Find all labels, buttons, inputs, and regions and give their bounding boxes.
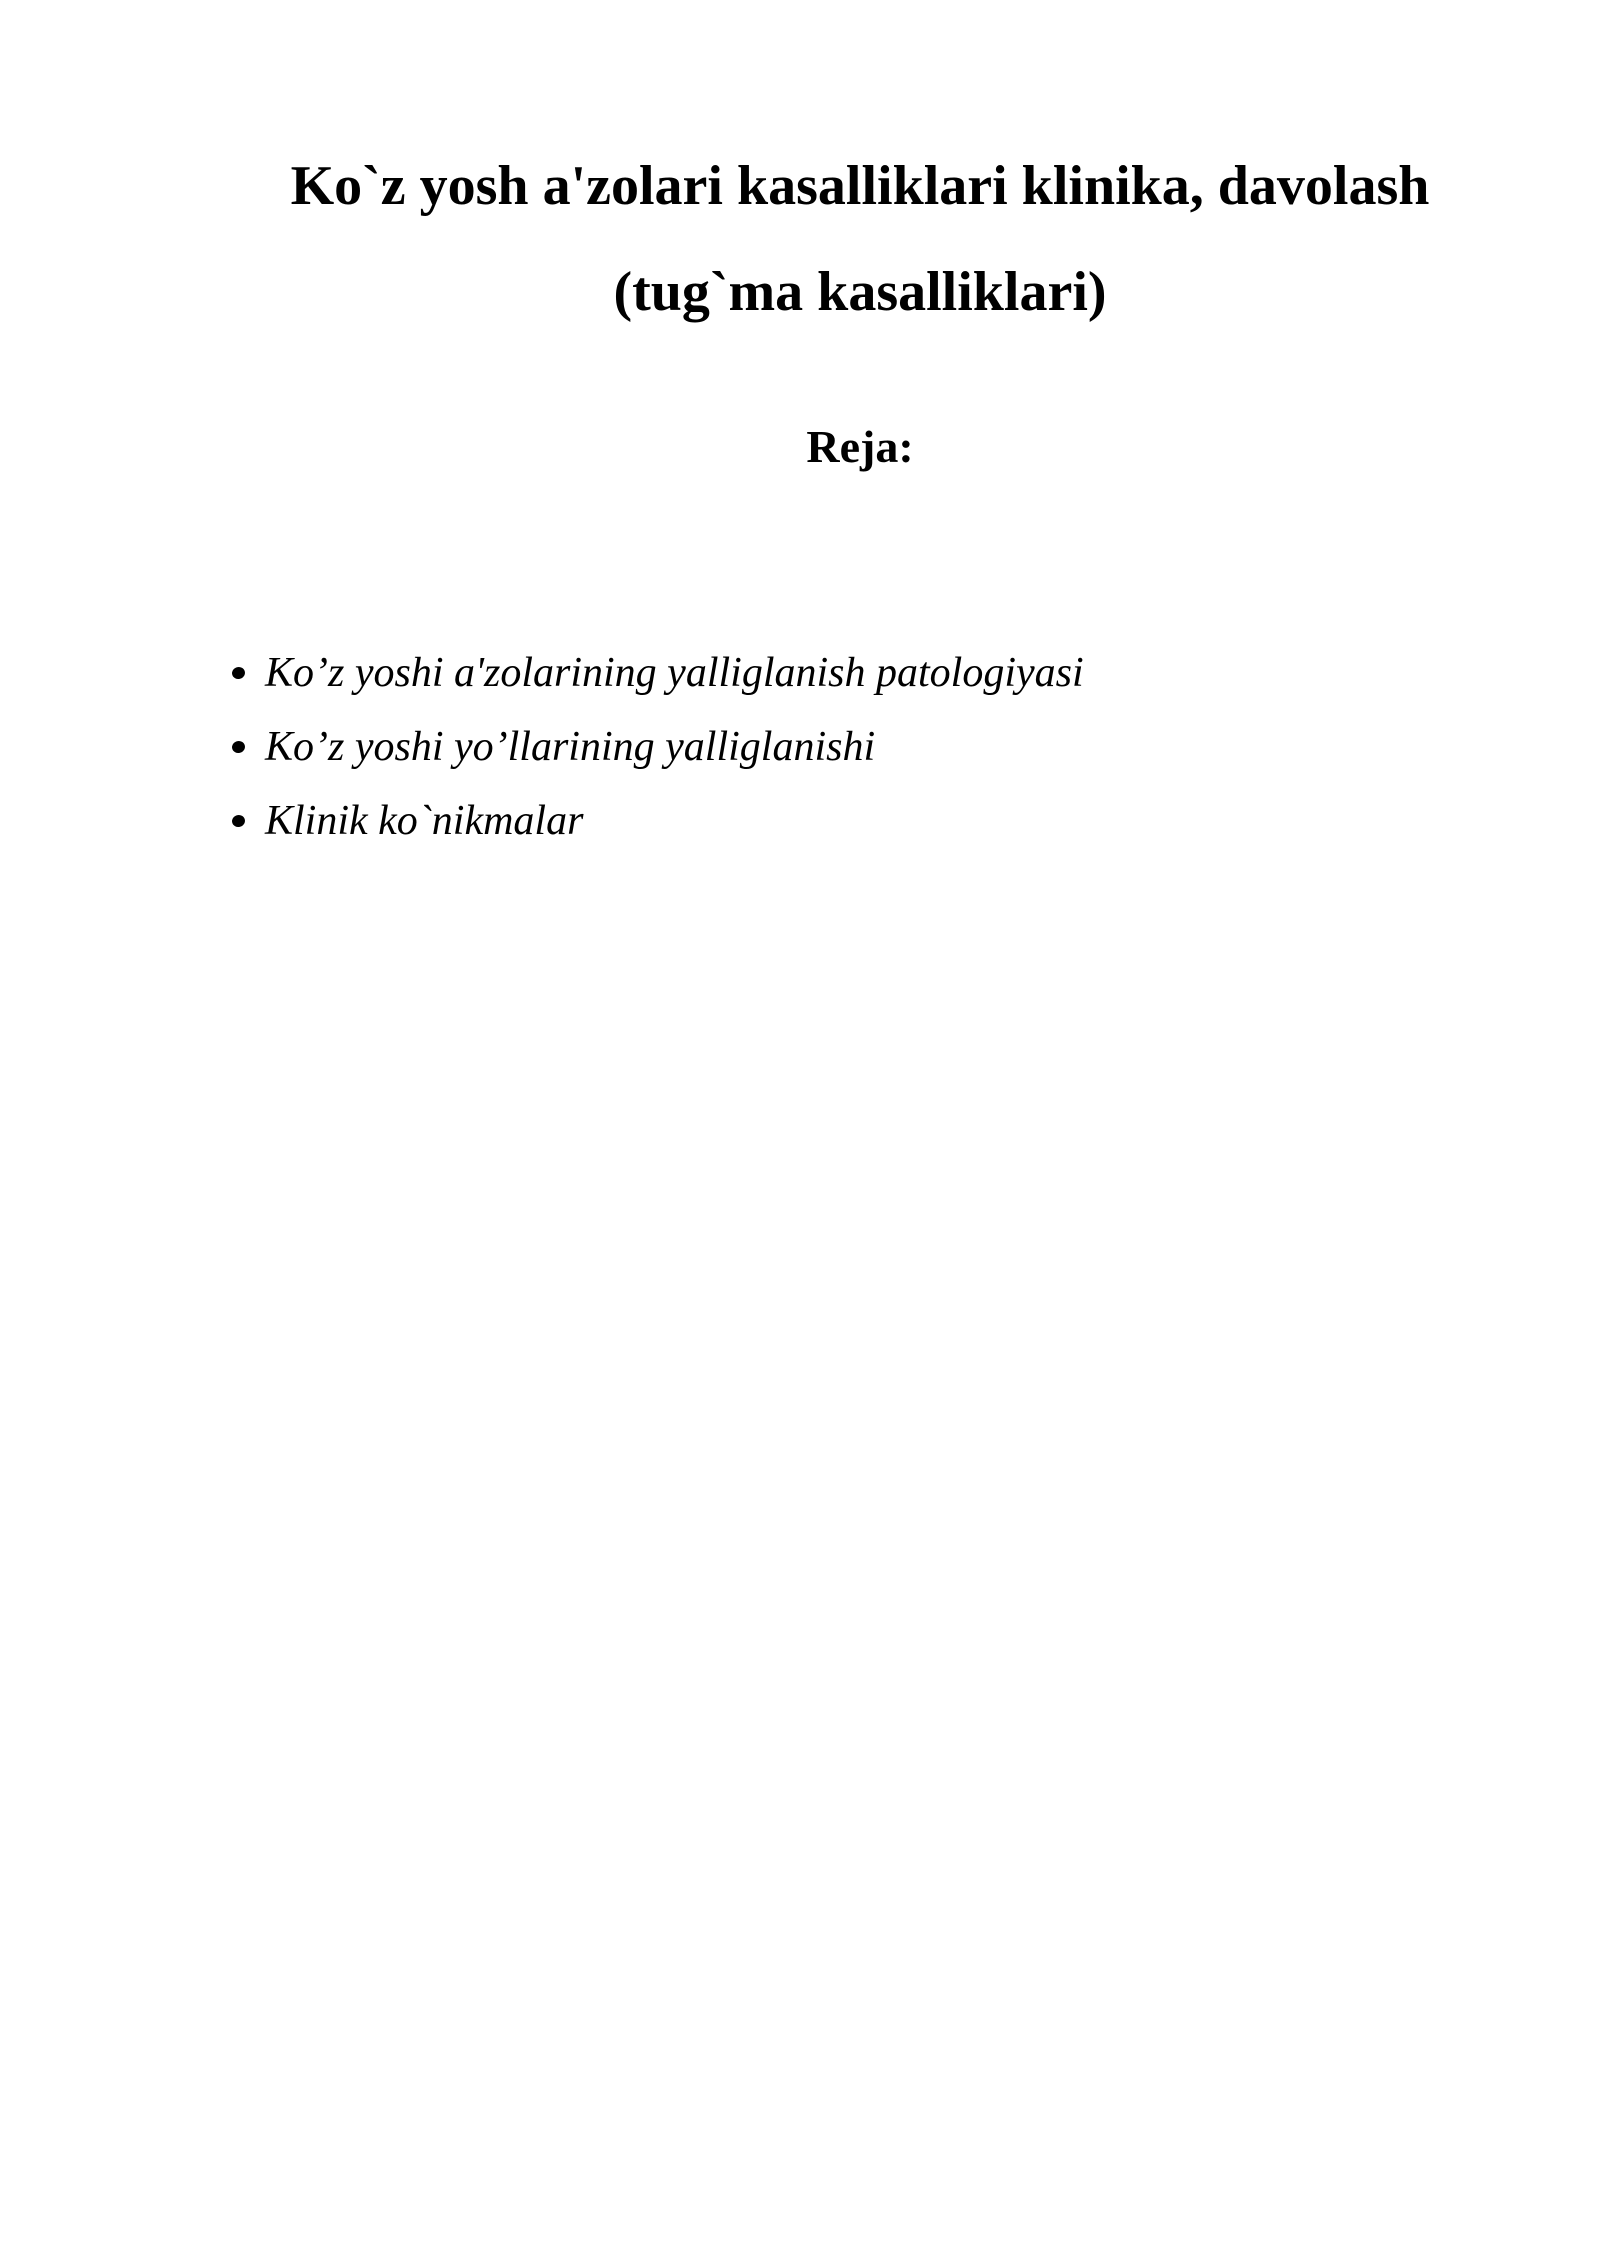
plan-list-item	[232, 784, 1084, 858]
plan-heading: Reja:	[806, 421, 914, 472]
plan-list	[232, 636, 1084, 858]
document-title-line-1: Ko`z yosh a'zolari kasalliklari klinika, davolash	[290, 155, 1430, 217]
plan-list-item	[232, 636, 1084, 710]
plan-list-item	[232, 710, 1084, 784]
plan-item-text: Ko’z yoshi yo’llarining yalliglanishi	[265, 724, 876, 770]
plan-item-text: Klinik ko`nikmalar	[265, 798, 584, 844]
bullet-icon	[231, 814, 247, 829]
bullet-icon	[231, 740, 247, 755]
plan-item-text: Ko’z yoshi a'zolarining yalliglanish patologiyasi	[265, 650, 1084, 696]
bullet-icon	[231, 666, 247, 681]
document-title-line-2: (tug`ma kasalliklari)	[613, 261, 1107, 323]
